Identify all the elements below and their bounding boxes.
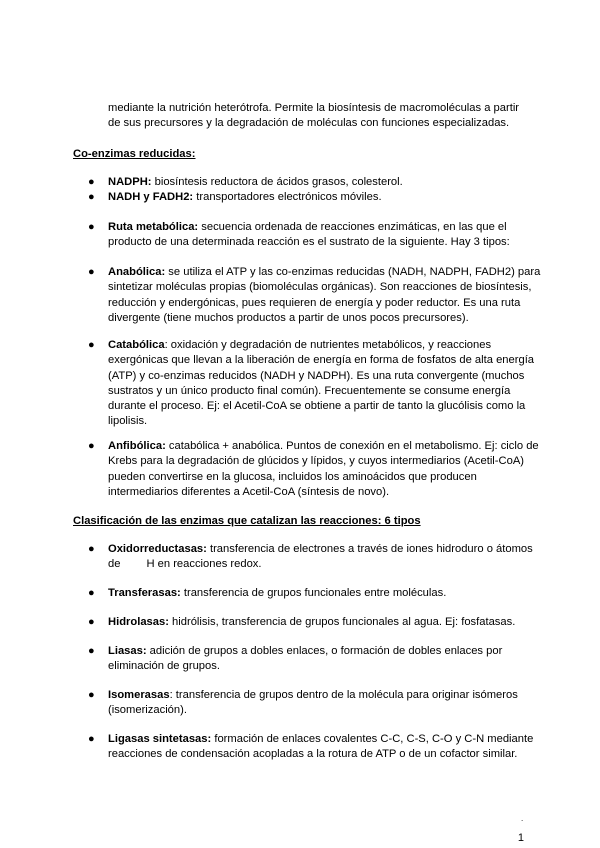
list-item (0, 220, 548, 251)
ligasas-list (0, 732, 600, 763)
bullet-icon: ● (88, 440, 95, 452)
term: Anabólica: (108, 266, 166, 278)
bullet-icon: ● (88, 266, 95, 278)
term: Ligasas sintetasas: (108, 733, 212, 745)
intro-paragraph (108, 101, 548, 132)
catabolica-list (0, 338, 600, 430)
transferasas-list (0, 586, 600, 601)
list-item (0, 338, 548, 430)
term: Transferasas: (108, 587, 181, 599)
isomerasas-list (0, 688, 600, 719)
bullet-icon: ● (88, 221, 95, 233)
term: Oxidorreductasas: (108, 543, 207, 555)
term: Ruta metabólica: (108, 221, 199, 233)
ruta-list (0, 220, 600, 251)
bullet-icon: ● (88, 689, 95, 701)
definition: transferencia de grupos funcionales entre moléculas. (180, 587, 447, 599)
liasas-list (0, 644, 600, 675)
bullet-icon: ● (88, 733, 95, 745)
list-item (0, 688, 548, 719)
definition: se utiliza el ATP y las co-enzimas reducidas (NADH, NADPH, FADH2) para sintetizar moléculas propias (biomoléculas orgánicas). Son reacciones de biosíntesis, reducción y endergónicas, pues requieren de energía y poder reductor. Es una ruta divergente (tiene muchos productos a partir de unos pocos precursores). (108, 266, 541, 324)
anfibolica-list (0, 439, 600, 500)
definition: transferencia de electrones a través de iones hidroduro o átomos de (108, 543, 533, 571)
definition: hidrólisis, transferencia de grupos funcionales al agua. Ej: fosfatasas. (168, 616, 516, 628)
definition: biosíntesis reductora de ácidos grasos, colesterol. (151, 176, 403, 188)
footer-mark: . (521, 814, 524, 823)
term: NADPH: (108, 176, 152, 188)
clasificacion-heading: Clasificación de las enzimas que catalizan las reacciones: 6 tipos (73, 515, 421, 527)
list-item (0, 542, 548, 573)
definition-continued: H en reacciones redox. (146, 558, 262, 571)
term: Isomerasas (108, 689, 170, 701)
hidrolasas-list (0, 615, 600, 630)
definition: : oxidación y degradación de nutrientes metabólicos, y reacciones exergónicas que llevan a la liberación de energía en forma de fosfatos de alta energía (ATP) y co-enzimas reducidos (NADH y NADPH). Es una ruta convergente (muchos sustratos y un único producto final común). Frecuentemente se consume energía durante el proceso. Ej: el Acetil-CoA se obtiene a partir de tanto la glucólisis como la lipolisis. (108, 339, 535, 428)
term: Catabólica (108, 339, 165, 351)
oxidorreductasas-list (0, 542, 600, 573)
bullet-icon: ● (88, 616, 95, 628)
definition: : transferencia de grupos dentro de la molécula para originar isómeros (isomerización). (108, 689, 518, 717)
list-item (0, 586, 548, 601)
coenzimas-heading: Co-enzimas reducidas: (73, 148, 196, 160)
definition: transportadores electrónicos móviles. (193, 191, 382, 204)
definition: adición de grupos a dobles enlaces, o formación de dobles enlaces por eliminación de grupos. (108, 645, 503, 673)
page-number: 1 (517, 832, 524, 844)
list-item (0, 175, 548, 190)
list-item (0, 265, 548, 326)
bullet-icon: ● (88, 176, 95, 188)
list-item (0, 732, 548, 763)
definition: formación de enlaces covalentes C-C, C-S, C-O y C-N mediante reacciones de condensación acopladas a la rotura de ATP o de un cofactor similar. (108, 733, 534, 761)
term: Anfibólica: (108, 440, 166, 452)
term: Liasas: (108, 645, 147, 657)
list-item (0, 615, 548, 630)
definition: catabólica + anabólica. Puntos de conexión en el metabolismo. Ej: ciclo de Krebs para la degradación de glúcidos y lípidos, y cuyos intermediarios (Acetil-CoA) pueden convertirse en la glucosa, incluidos los aminoácidos que producen intermediarios diferentes a Acetil-CoA (síntesis de novo). (108, 440, 539, 498)
bullet-icon: ● (88, 339, 95, 351)
list-item (0, 644, 548, 675)
coenzimas-list (0, 175, 600, 206)
bullet-icon: ● (88, 645, 95, 657)
anabolica-list (0, 265, 600, 326)
list-item (0, 190, 548, 205)
list-item (0, 439, 548, 500)
bullet-icon: ● (88, 543, 95, 555)
intro-line-2: de sus precursores y la degradación de moléculas con funciones especializadas. (108, 117, 510, 130)
bullet-icon: ● (88, 587, 95, 599)
term: Hidrolasas: (108, 616, 169, 628)
term: NADH y FADH2: (108, 191, 194, 204)
definition: secuencia ordenada de reacciones enzimáticas, en las que el producto de una determinada reacción es el sustrato de la siguiente. Hay 3 tipos: (108, 221, 510, 249)
intro-line-1: mediante la nutrición heterótrofa. Permite la biosíntesis de macromoléculas a partir (108, 102, 520, 114)
bullet-icon: ● (88, 191, 95, 204)
